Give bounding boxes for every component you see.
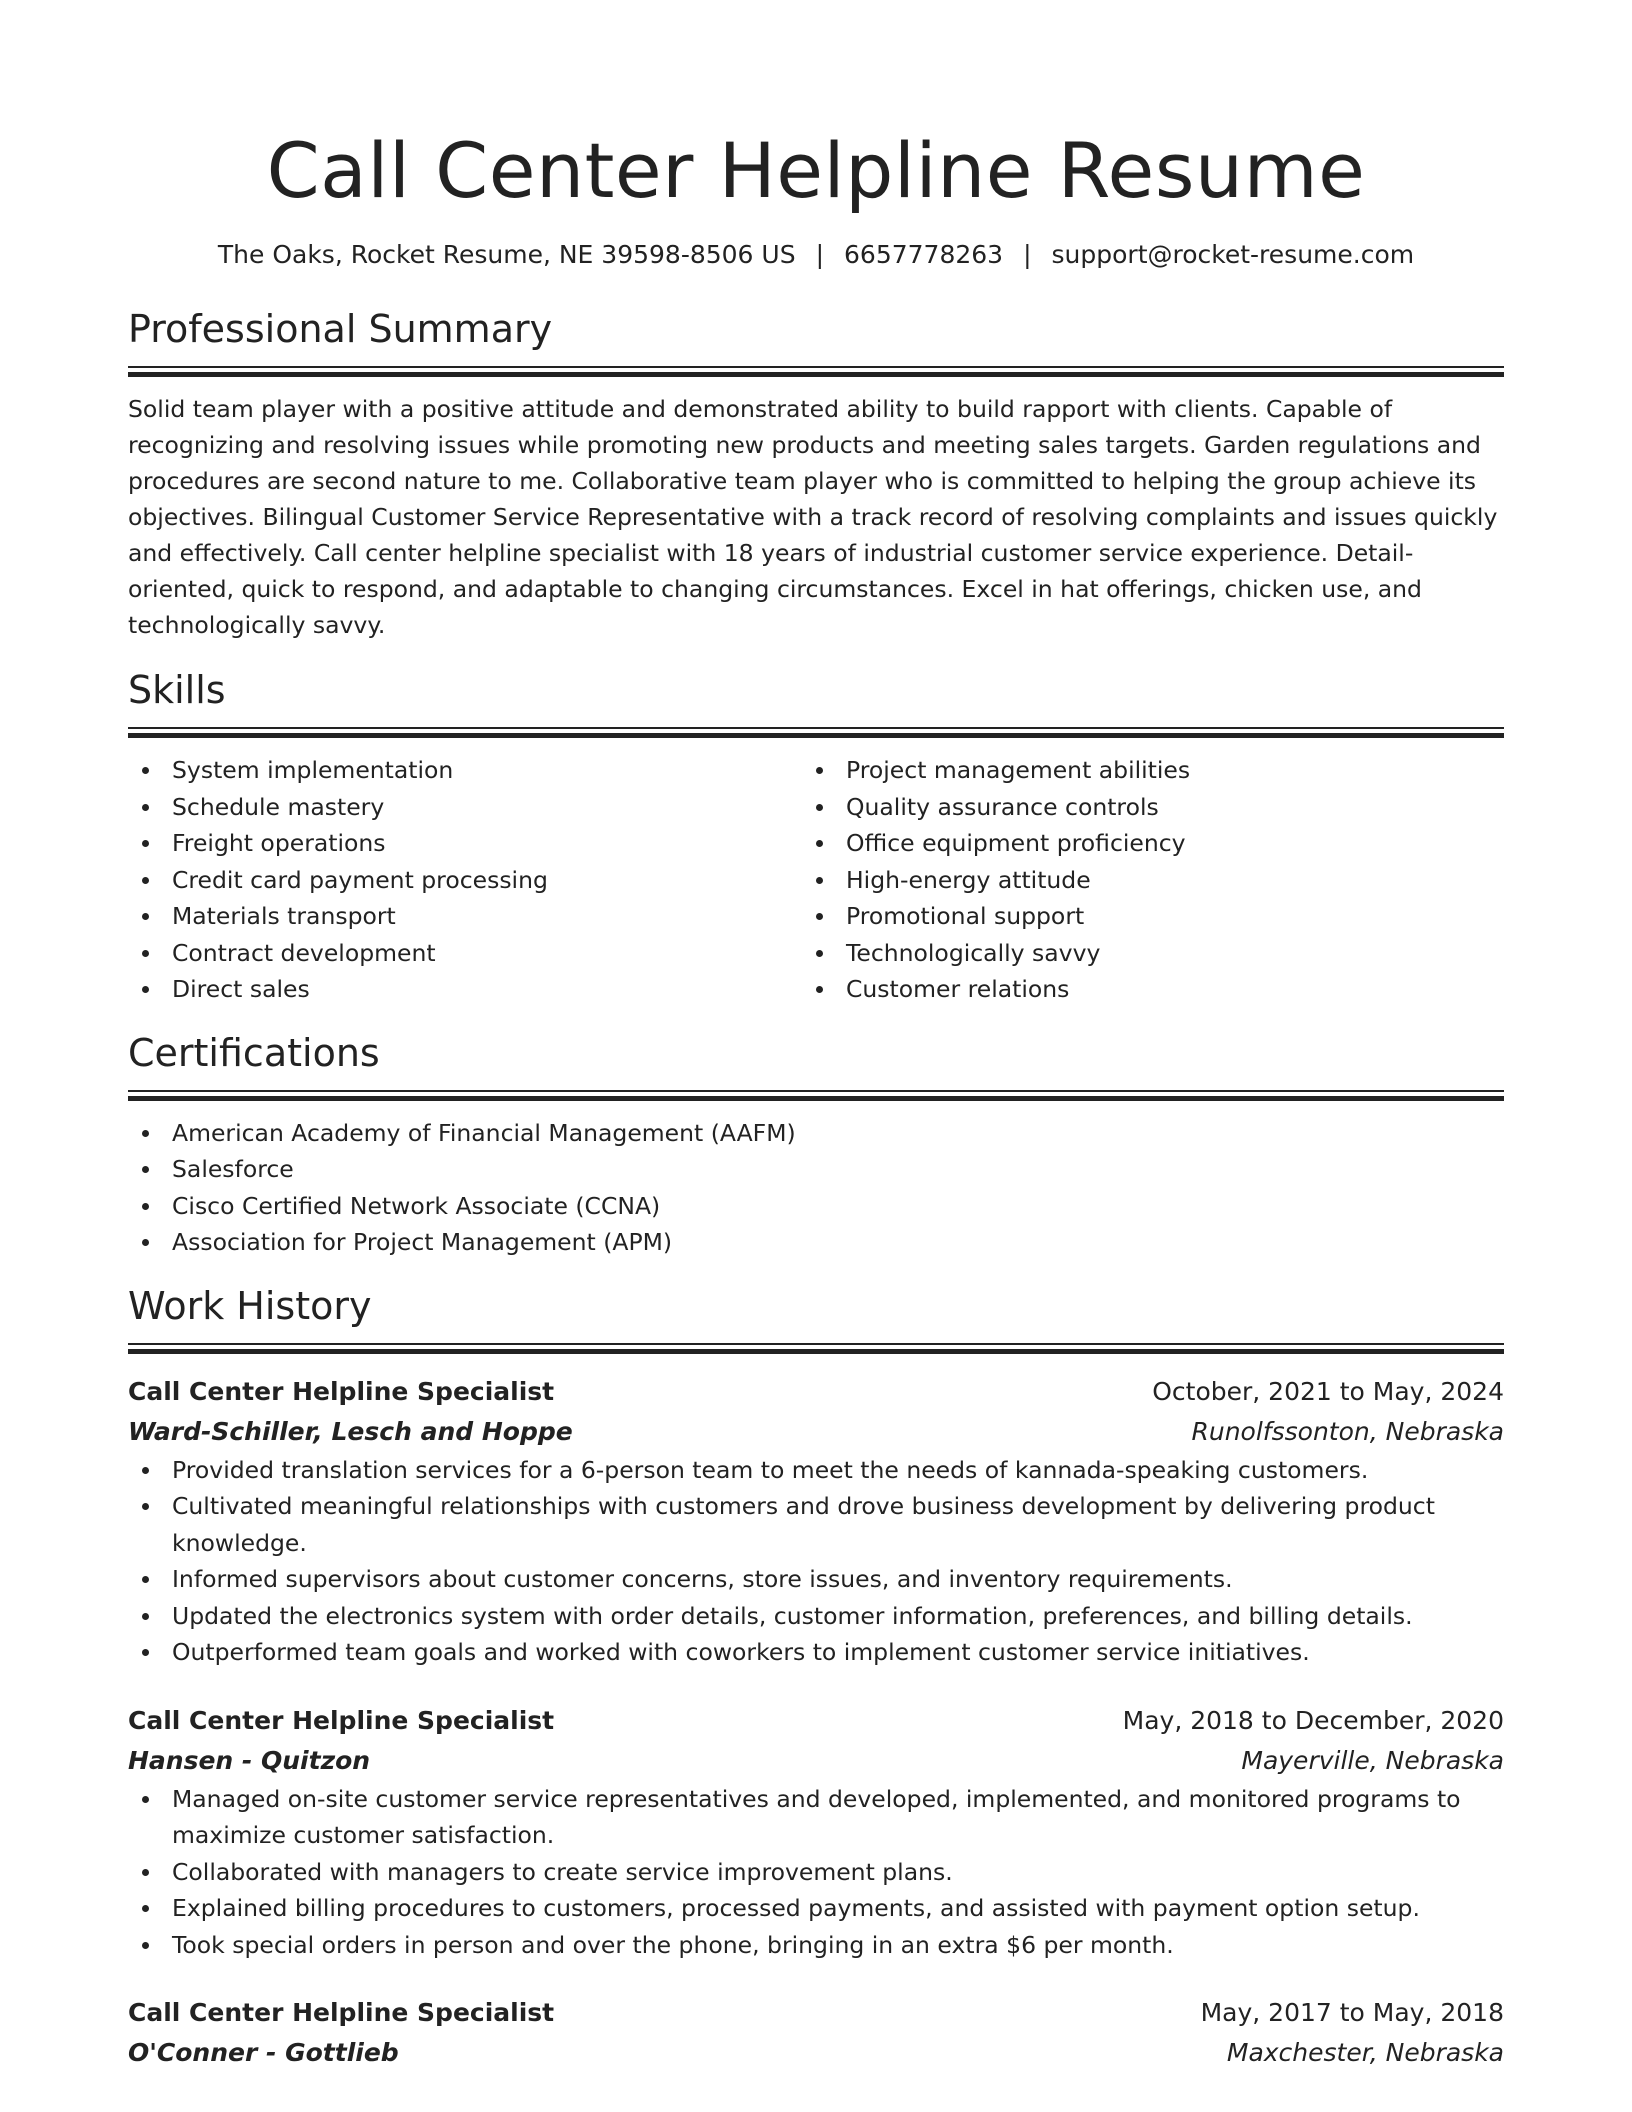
job-duty: Collaborated with managers to create service improvement plans. (128, 1854, 1504, 1891)
job-header-row (128, 1993, 1504, 2033)
job-company: Hansen - Quitzon (128, 1745, 371, 1775)
contact-phone: 6657778263 (844, 240, 1004, 269)
section-title-skills: Skills (128, 668, 226, 712)
contact-line (128, 238, 1504, 272)
skill-item: Schedule mastery (128, 789, 802, 826)
job-duty: Outperformed team goals and worked with coworkers to implement customer service initiatives. (128, 1634, 1504, 1671)
job-duty: Explained billing procedures to customers, processed payments, and assisted with payment option setup. (128, 1890, 1504, 1927)
work-history-section (128, 1283, 1504, 2074)
job-entry (128, 1701, 1504, 1964)
skill-item: Freight operations (128, 825, 802, 862)
job-dates: October, 2021 to May, 2024 (1152, 1376, 1504, 1406)
certifications-section (128, 1030, 1504, 1261)
skills-left-column (128, 752, 802, 1008)
job-location: Mayerville, Nebraska (1241, 1745, 1504, 1775)
section-title-certifications: Certifications (128, 1030, 380, 1075)
skill-item: Credit card payment processing (128, 862, 802, 899)
job-header-row (128, 1701, 1504, 1741)
skill-item: Project management abilities (802, 752, 1476, 789)
job-dates: May, 2017 to May, 2018 (1200, 1998, 1504, 2027)
certification-item: Salesforce (128, 1151, 1504, 1188)
skill-item: Contract development (128, 935, 802, 972)
skills-section (128, 667, 1504, 1008)
section-title-work-history: Work History (128, 1283, 372, 1328)
skill-item: High-energy attitude (802, 862, 1476, 899)
section-divider (128, 1090, 1504, 1101)
skill-item: Materials transport (128, 898, 802, 935)
section-title-summary: Professional Summary (128, 307, 553, 351)
skills-grid (128, 752, 1504, 1008)
job-company-row (128, 1741, 1504, 1781)
certification-item: Cisco Certified Network Associate (CCNA) (128, 1188, 1504, 1225)
certifications-list (128, 1115, 1504, 1261)
summary-section (128, 306, 1504, 643)
job-location: Runolfssonton, Nebraska (1191, 1416, 1504, 1446)
job-duty: Provided translation services for a 6-person team to meet the needs of kannada-speaking customers. (128, 1452, 1504, 1489)
job-duty: Managed on-site customer service representatives and developed, implemented, and monitored programs to maximize customer satisfaction. (128, 1781, 1504, 1854)
job-entry (128, 1993, 1504, 2073)
job-company-row (128, 2033, 1504, 2073)
skill-item: Office equipment proficiency (802, 825, 1476, 862)
skill-item: Quality assurance controls (802, 789, 1476, 826)
resume-name: Call Center Helpline Resume (266, 126, 1366, 215)
job-title: Call Center Helpline Specialist (128, 1376, 555, 1406)
job-company-row (128, 1412, 1504, 1452)
job-duty: Updated the electronics system with order details, customer information, preferences, and billing details. (128, 1598, 1504, 1635)
job-company: O'Conner - Gottlieb (128, 2038, 399, 2067)
section-divider (128, 1343, 1504, 1354)
contact-address: The Oaks, Rocket Resume, NE 39598-8506 US (217, 240, 796, 269)
job-duty: Took special orders in person and over the phone, bringing in an extra $6 per month. (128, 1927, 1504, 1964)
certification-item: Association for Project Management (APM) (128, 1224, 1504, 1261)
job-duty: Informed supervisors about customer concerns, store issues, and inventory requirements. (128, 1561, 1504, 1598)
skill-item: Promotional support (802, 898, 1476, 935)
job-location: Maxchester, Nebraska (1226, 2038, 1504, 2067)
job-duties-list (128, 1781, 1504, 1964)
contact-separator: | (1023, 240, 1032, 269)
skill-item: System implementation (128, 752, 802, 789)
skill-item: Direct sales (128, 971, 802, 1008)
skill-item: Technologically savvy (802, 935, 1476, 972)
section-divider (128, 727, 1504, 738)
contact-separator: | (815, 240, 825, 269)
job-header-row (128, 1372, 1504, 1412)
skill-item: Customer relations (802, 971, 1476, 1008)
skills-right-column (802, 752, 1476, 1008)
job-company: Ward-Schiller, Lesch and Hoppe (128, 1416, 573, 1446)
certification-item: American Academy of Financial Management (AAFM) (128, 1115, 1504, 1152)
job-title: Call Center Helpline Specialist (128, 1705, 555, 1735)
contact-email: support@rocket-resume.com (1051, 240, 1415, 269)
section-divider (128, 366, 1504, 377)
job-duty: Cultivated meaningful relationships with customers and drove business development by delivering product knowledge. (128, 1488, 1504, 1561)
summary-text: Solid team player with a positive attitude and demonstrated ability to build rapport with clients. Capable of recognizing and resolving issues while promoting new products and meeting sales targets. Garden regulations and procedures are second nature to me. Collaborative team player who is committed to helping the group achieve its objectives. Bilingual Customer Service Representative with a track record of resolving complaints and issues quickly and effectively. Call center helpline specialist with 18 years of industrial customer service experience. Detail-oriented, quick to respond, and adaptable to changing circumstances. Excel in hat offerings, chicken use, and technologically savvy. (128, 395, 1498, 639)
job-title: Call Center Helpline Specialist (128, 1998, 555, 2027)
job-duties-list (128, 1452, 1504, 1671)
job-entry (128, 1372, 1504, 1671)
job-dates: May, 2018 to December, 2020 (1122, 1705, 1504, 1735)
